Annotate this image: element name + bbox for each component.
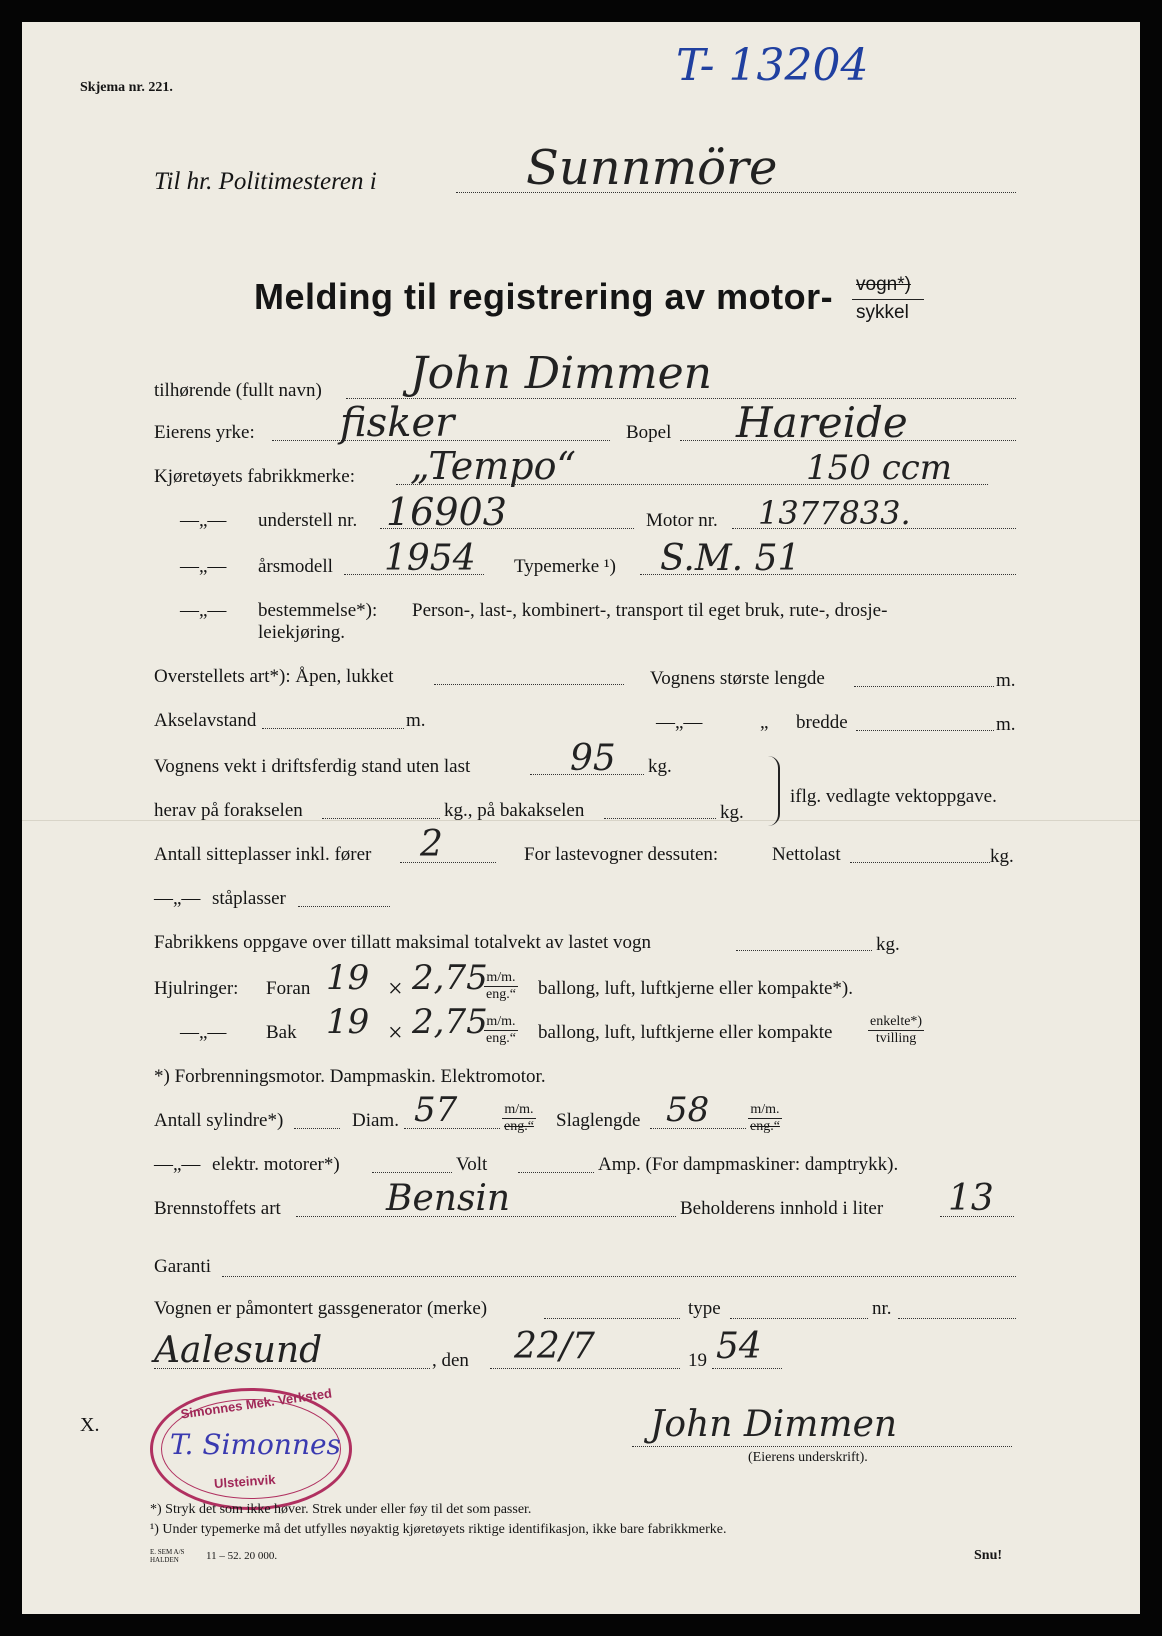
max-weight-unit: kg. [876, 934, 900, 955]
wheels-front-label: Foran [266, 978, 311, 999]
type-value: S.M. 51 [660, 538, 801, 579]
type-label: Typemerke ¹) [514, 556, 616, 577]
signature-label: (Eierens underskrift). [748, 1450, 868, 1465]
mount-single: enkelte*) [870, 1014, 923, 1029]
date-value: 22/7 [514, 1326, 595, 1367]
gas-type-line [730, 1318, 868, 1319]
owner-name-value: John Dimmen [410, 348, 712, 399]
tank-value: 13 [948, 1178, 994, 1219]
unit-mm: m/m. [748, 1102, 782, 1119]
net-load-line [850, 862, 990, 863]
volt-line [518, 1172, 594, 1173]
axle-label: Akselavstand [154, 710, 257, 731]
title-option-kept: sykkel [856, 302, 909, 323]
length-label: Vognens største lengde [650, 668, 825, 689]
owner-signature: John Dimmen [650, 1404, 898, 1445]
form-number: Skjema nr. 221. [80, 80, 173, 95]
motor-label: Motor nr. [646, 510, 718, 531]
tank-label: Beholderens innhold i liter [680, 1198, 884, 1219]
residence-label: Bopel [626, 422, 672, 443]
wheels-rear-size: 19 [326, 1002, 370, 1042]
length-line [854, 686, 994, 687]
diameter-value: 57 [414, 1090, 458, 1130]
ditto-mark: —„— [180, 600, 227, 621]
make-value: „Tempo“ [410, 444, 576, 488]
wheels-front-size: 19 [326, 958, 370, 998]
x-mark: X. [80, 1414, 100, 1436]
residence-value: Hareide [736, 398, 908, 447]
seats-label: Antall sitteplasser inkl. fører [154, 844, 372, 865]
diameter-label: Diam. [352, 1110, 399, 1131]
year-line [712, 1368, 782, 1369]
electric-motors-label: elektr. motorer*) [212, 1154, 340, 1175]
wheels-rear-mount [868, 1014, 924, 1047]
stamp-bottom-text: Ulsteinvik [213, 1471, 276, 1492]
cylinders-line [294, 1128, 340, 1129]
year-label: årsmodell [258, 556, 333, 577]
chassis-label: understell nr. [258, 510, 358, 531]
cargo-label: For lastevogner dessuten: [524, 844, 719, 865]
mount-twin: tvilling [875, 1031, 917, 1046]
wheels-rear-unit [484, 1014, 518, 1047]
wheels-label: Hjulringer: [154, 978, 239, 999]
guarantee-label: Garanti [154, 1256, 211, 1277]
year-suffix: 54 [716, 1326, 762, 1367]
gas-nr-label: nr. [872, 1298, 892, 1319]
print-run: 11 – 52. 20 000. [206, 1550, 278, 1562]
fuel-label: Brennstoffets art [154, 1198, 281, 1219]
stroke-value: 58 [666, 1090, 710, 1130]
gas-nr-line [898, 1318, 1016, 1319]
make-extra: 150 ccm [806, 448, 953, 488]
gas-generator-label: Vognen er påmontert gassgenerator (merke) [154, 1298, 488, 1319]
axle-line [262, 728, 404, 729]
net-load-unit: kg. [990, 846, 1014, 867]
stamp-signature: T. Simonnes [170, 1428, 341, 1461]
ditto-mark: —„— [180, 556, 227, 577]
year-prefix: 19 [688, 1350, 707, 1371]
motor-value: 1377833. [758, 494, 911, 532]
max-weight-line [736, 950, 872, 951]
gas-generator-line [544, 1318, 680, 1319]
seats-line [400, 862, 496, 863]
max-weight-label: Fabrikkens oppgave over tillatt maksimal totalvekt av lastet vogn [154, 932, 652, 953]
weight-brace [768, 756, 780, 826]
ditto-mark: —„— [656, 712, 703, 733]
addressee-label: Til hr. Politimesteren i [154, 168, 377, 195]
place-value: Aalesund [154, 1330, 323, 1371]
wheels-front-types: ballong, luft, luftkjerne eller kompakte*). [538, 978, 853, 999]
times-sign: × [388, 974, 403, 1003]
purpose-label: bestemmelse*): [258, 600, 378, 621]
printer-mark: E. SEM A/S HALDEN [150, 1548, 185, 1564]
standing-line [298, 906, 390, 907]
width-line [856, 730, 994, 731]
rear-axle-line [604, 818, 716, 819]
unit-mm: m/m. [484, 970, 518, 987]
standing-label: ståplasser [212, 888, 286, 909]
file-number: T- 13204 [676, 40, 869, 91]
unit-eng: eng.“ [486, 987, 516, 1002]
width-unit: m. [996, 714, 1016, 735]
weight-unit: kg. [648, 756, 672, 777]
volt-label: Volt [456, 1154, 488, 1175]
seats-value: 2 [420, 824, 443, 865]
electric-motors-line [372, 1172, 452, 1173]
width-label: bredde [796, 712, 848, 733]
purpose-text: Person-, last-, kombinert-, transport til eget bruk, rute-, drosje- [412, 600, 888, 621]
ditto-mark: —„— [154, 1154, 201, 1175]
wheels-front-unit [484, 970, 518, 1003]
axle-unit: m. [406, 710, 426, 731]
footnote-1: *) Stryk det som ikke høver. Strek under eller føy til det som passer. [150, 1502, 532, 1517]
ditto-mark: —„— [154, 888, 201, 909]
wheels-rear-types: ballong, luft, luftkjerne eller kompakte [538, 1022, 833, 1043]
footnote-2: ¹) Under typemerke må det utfylles nøyaktig kjøretøyets riktige identifikasjon, ikke bare fabrikkmerke. [150, 1522, 727, 1537]
addressee-value: Sunnmöre [526, 140, 778, 196]
chassis-value: 16903 [386, 490, 507, 534]
amp-label: Amp. (For dampmaskiner: damptrykk). [598, 1154, 899, 1175]
ditto-quote: „ [760, 712, 769, 733]
form-title: Melding til registrering av motor- [254, 276, 834, 317]
times-sign: × [388, 1018, 403, 1047]
gas-type-label: type [688, 1298, 721, 1319]
length-unit: m. [996, 670, 1016, 691]
occupation-label: Eierens yrke: [154, 422, 255, 443]
date-line [490, 1368, 680, 1369]
year-value: 1954 [384, 538, 476, 579]
diameter-unit [502, 1102, 536, 1135]
unit-eng: eng.“ [486, 1031, 516, 1046]
front-axle-label: herav på forakselen [154, 800, 303, 821]
ditto-mark: —„— [180, 1022, 227, 1043]
signature-line [632, 1446, 1012, 1447]
weight-value: 95 [570, 738, 616, 779]
stroke-unit [748, 1102, 782, 1135]
unit-mm: m/m. [502, 1102, 536, 1119]
make-label: Kjøretøyets fabrikkmerke: [154, 466, 356, 487]
owner-name-label: tilhørende (fullt navn) [154, 380, 322, 401]
occupation-value: fisker [340, 400, 455, 446]
weight-note: iflg. vedlagte vektoppgave. [790, 786, 997, 807]
unit-eng: eng.“ [504, 1119, 534, 1134]
ditto-mark: —„— [180, 510, 227, 531]
rear-axle-unit: kg. [720, 802, 744, 823]
front-axle-line [322, 818, 440, 819]
purpose-text-continued: leiekjøring. [258, 622, 346, 643]
guarantee-line [222, 1276, 1016, 1277]
body-line [434, 684, 624, 685]
turn-page-note: Snu! [974, 1548, 1003, 1563]
fuel-value: Bensin [386, 1178, 511, 1219]
weight-label: Vognens vekt i driftsferdig stand uten last [154, 756, 471, 777]
rear-axle-label: kg., på bakakselen [444, 800, 585, 821]
title-option-struck: vogn*) [856, 274, 911, 295]
body-label: Overstellets art*): Åpen, lukket [154, 666, 394, 687]
stroke-label: Slaglengde [556, 1110, 641, 1131]
engine-type-line: *) Forbrenningsmotor. Dampmaskin. Elektromotor. [154, 1066, 546, 1087]
stamp-top-text: Simonnes Mek. Verksted [179, 1385, 333, 1422]
wheels-rear-label: Bak [266, 1022, 297, 1043]
wheels-rear-width: 2,75 [412, 1002, 488, 1042]
net-load-label: Nettolast [772, 844, 841, 865]
unit-mm: m/m. [484, 1014, 518, 1031]
date-label: , den [432, 1350, 469, 1371]
cylinders-label: Antall sylindre*) [154, 1110, 284, 1131]
unit-eng: eng.“ [750, 1119, 780, 1134]
wheels-front-width: 2,75 [412, 958, 488, 998]
title-fraction-bar [852, 299, 924, 300]
